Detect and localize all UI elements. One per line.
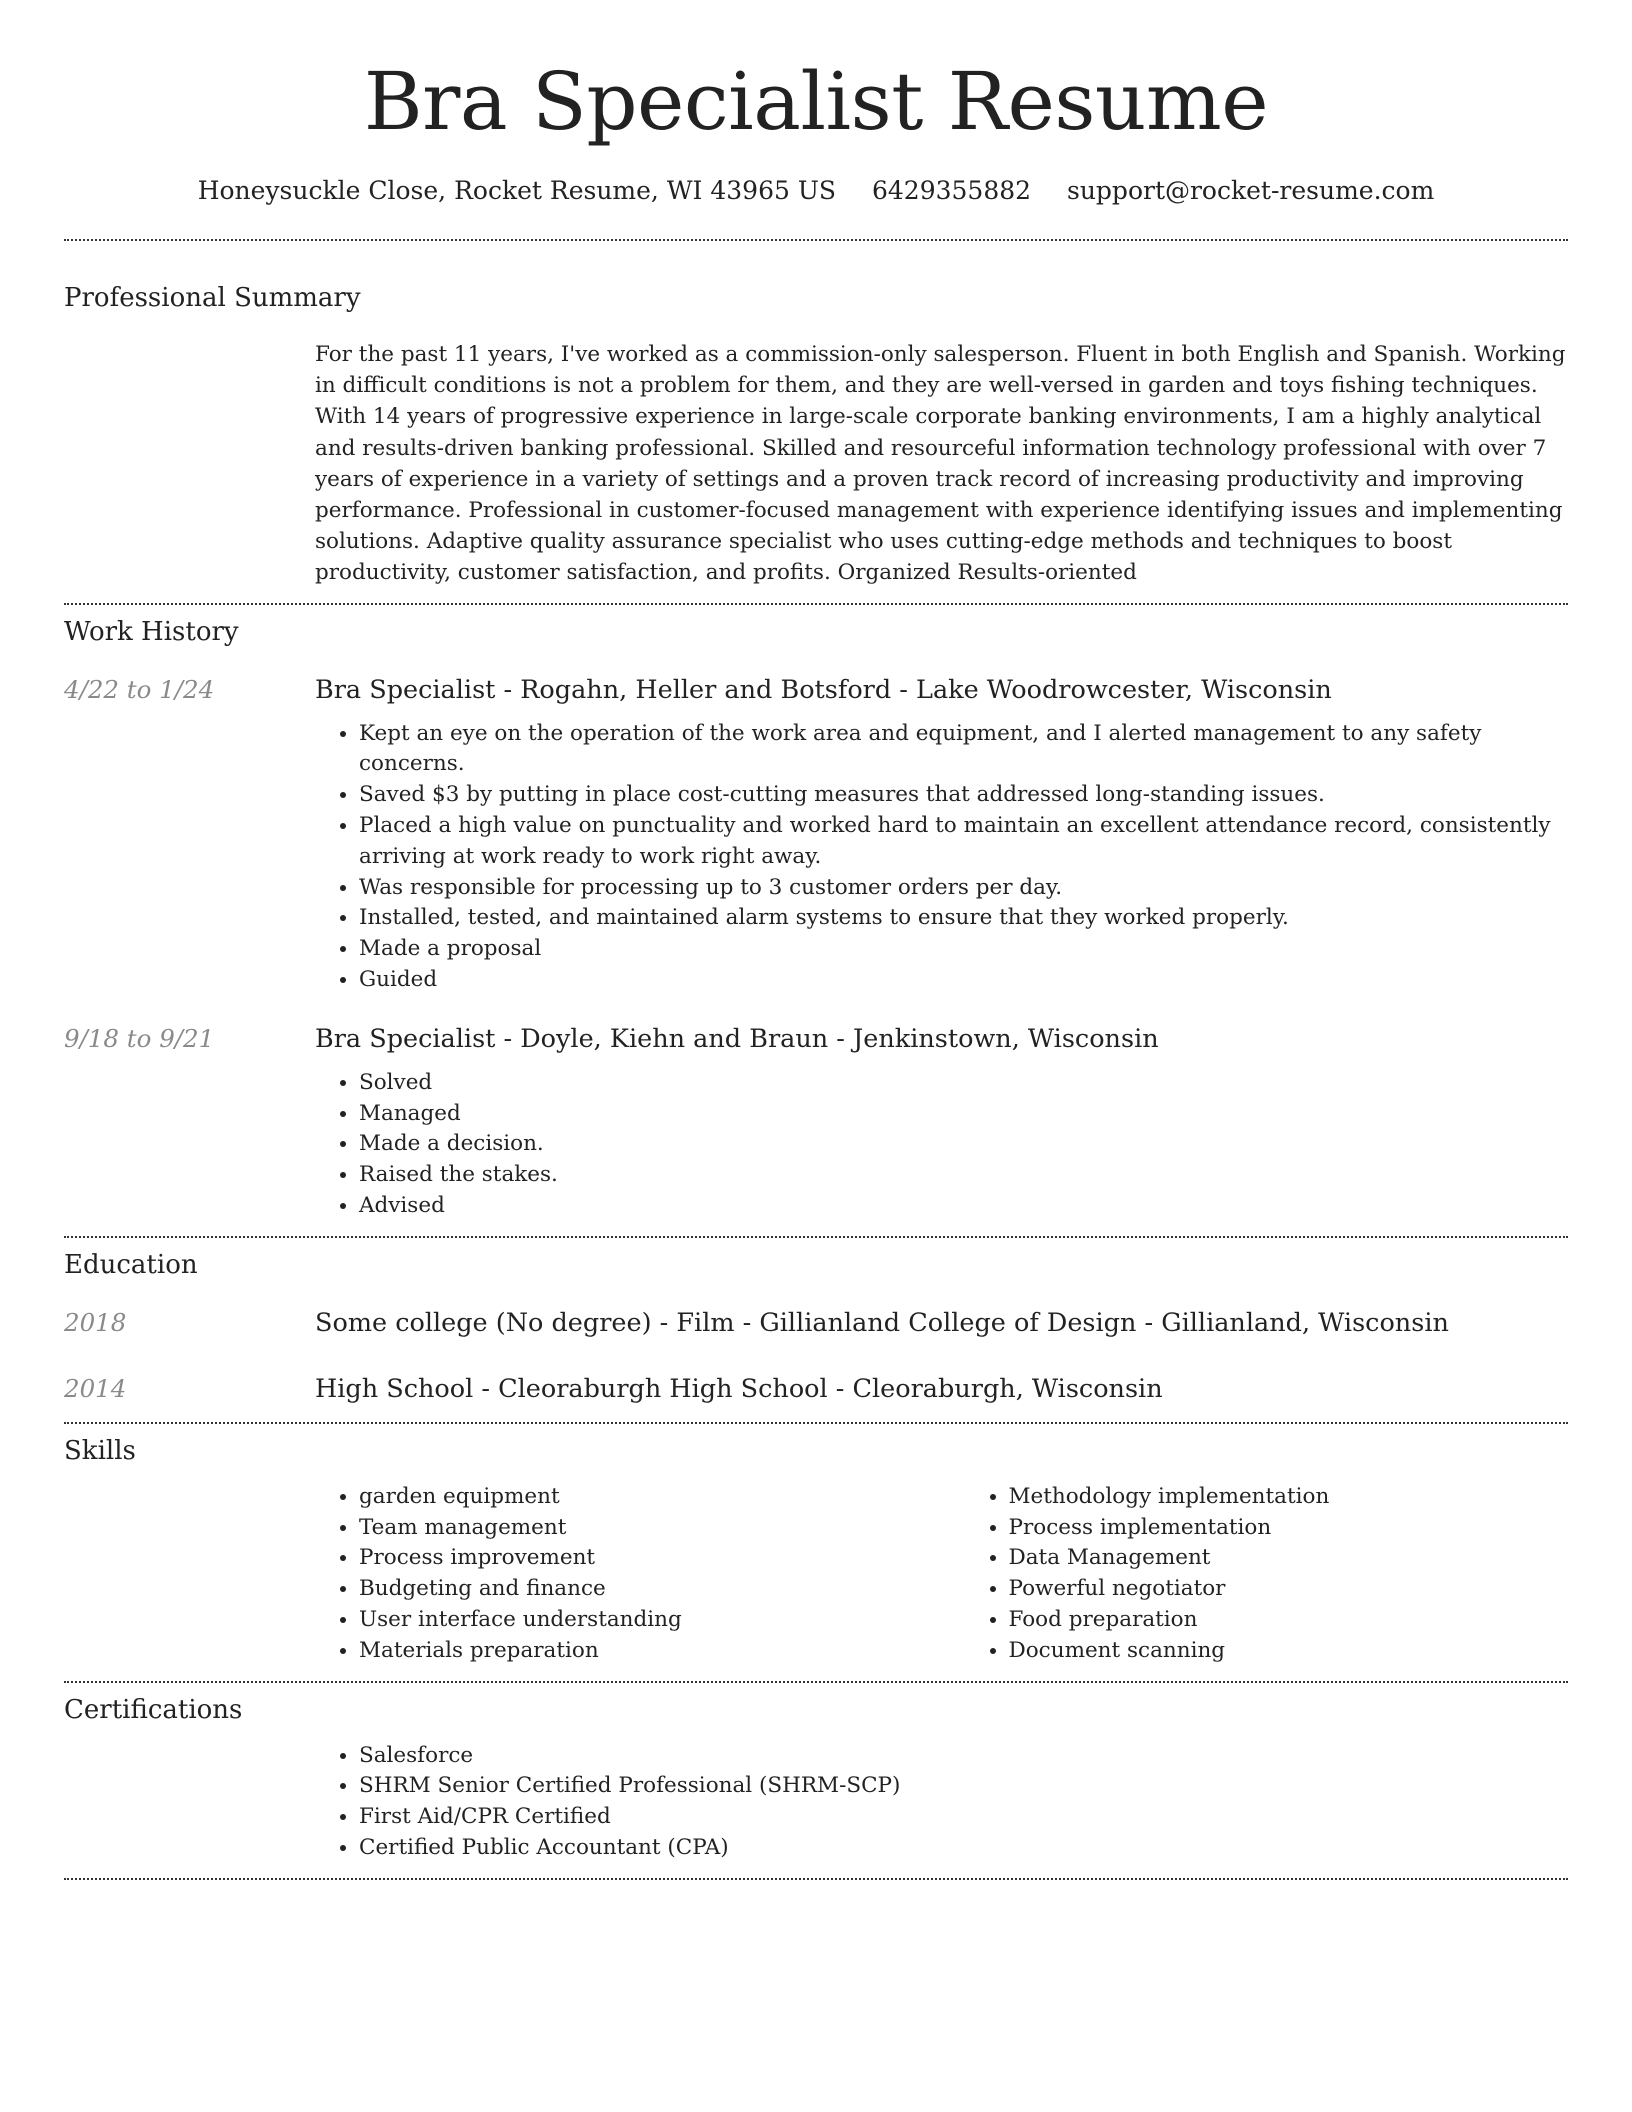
education-year: 2018 — [64, 1307, 127, 1337]
education-heading — [315, 1374, 1163, 1404]
summary-section — [0, 241, 1632, 603]
list-item: • Certified Public Accountant (CPA) — [359, 1833, 1568, 1864]
list-item: • First Aid/CPR Certified — [359, 1802, 1568, 1833]
list-item: • Made a proposal — [359, 934, 1568, 965]
job-title: Bra Specialist — [315, 674, 496, 705]
section-heading: Certifications — [64, 1694, 243, 1725]
list-item: • Methodology implementation — [1009, 1482, 1569, 1513]
contact-line — [0, 176, 1632, 205]
education-entry — [64, 1374, 1568, 1404]
list-item: • Advised — [359, 1191, 1568, 1222]
job-entry — [64, 1024, 1568, 1236]
skills-column-right — [965, 1482, 1569, 1667]
list-item: • Placed a high value on punctuality and worked hard to maintain an excellent attendance record, consistently arriving at work ready to work right away. — [359, 811, 1568, 873]
section-heading: Skills — [64, 1435, 136, 1466]
education-section — [0, 1238, 1632, 1422]
summary-text: For the past 11 years, I've worked as a commission-only salesperson. Fluent in both English and Spanish. Working in difficult conditions is not a problem for them, and they are well-versed in garden and toys fishing techniques. With 14 years of progressive experience in large-scale corporate banking environments, I am a highly analytical and results-driven banking professional. Skilled and resourceful information technology professional with over 7 years of experience in a variety of settings and a proven track record of increasing productivity and improving performance. Professional in customer-focused management with experience identifying issues and implementing solutions. Adaptive quality assurance specialist who uses cutting-edge methods and techniques to boost productivity, customer satisfaction, and profits. Organized Results-oriented — [315, 342, 1566, 586]
section-heading: Work History — [64, 616, 239, 647]
certifications-section — [0, 1683, 1632, 1878]
section-heading: Education — [64, 1249, 198, 1280]
education-school: - Gillianland College of Design - Gillianland, Wisconsin — [734, 1307, 1449, 1338]
skills-column-left — [315, 1482, 919, 1667]
list-item: • Data Management — [1009, 1543, 1569, 1574]
education-degree: Some college (No degree) - Film — [315, 1307, 735, 1338]
list-item: • Salesforce — [359, 1741, 1568, 1772]
page-title: Bra Specialist Resume — [363, 55, 1269, 148]
list-item: • Managed — [359, 1099, 1568, 1130]
resume-header — [0, 0, 1632, 205]
contact-phone: 6429355882 — [871, 176, 1032, 205]
job-bullets — [315, 719, 1568, 996]
list-item: • Food preparation — [1009, 1605, 1569, 1636]
job-heading — [315, 675, 1332, 705]
contact-address: Honeysuckle Close, Rocket Resume, WI 43965 US — [197, 176, 837, 205]
job-dates: 9/18 to 9/21 — [64, 1023, 215, 1053]
list-item: • Process implementation — [1009, 1513, 1569, 1544]
work-history-section — [0, 605, 1632, 1236]
contact-email: support@rocket-resume.com — [1067, 176, 1435, 205]
list-item: • Powerful negotiator — [1009, 1574, 1569, 1605]
job-heading — [315, 1024, 1159, 1054]
list-item: • Raised the stakes. — [359, 1160, 1568, 1191]
list-item: • Solved — [359, 1068, 1568, 1099]
list-item: • Kept an eye on the operation of the work area and equipment, and I alerted management to any safety concerns. — [359, 719, 1568, 781]
list-item: • User interface understanding — [359, 1605, 919, 1636]
education-entry — [64, 1308, 1568, 1338]
job-entry — [64, 675, 1568, 996]
certifications-list — [315, 1741, 1568, 1864]
list-item: • Materials preparation — [359, 1636, 919, 1667]
list-item: • Saved $3 by putting in place cost-cutting measures that addressed long-standing issues. — [359, 780, 1568, 811]
job-employer: - Rogahn, Heller and Botsford - Lake Woodrowcester, Wisconsin — [495, 674, 1332, 705]
list-item: • Guided — [359, 965, 1568, 996]
skills-section — [0, 1424, 1632, 1681]
job-dates: 4/22 to 1/24 — [64, 674, 215, 704]
list-item: • garden equipment — [359, 1482, 919, 1513]
list-item: • Budgeting and finance — [359, 1574, 919, 1605]
job-employer: - Doyle, Kiehn and Braun - Jenkinstown, Wisconsin — [495, 1023, 1159, 1054]
education-school: - Cleoraburgh High School - Cleoraburgh, Wisconsin — [473, 1373, 1163, 1404]
list-item: • Process improvement — [359, 1543, 919, 1574]
list-item: • Team management — [359, 1513, 919, 1544]
list-item: • SHRM Senior Certified Professional (SHRM-SCP) — [359, 1771, 1568, 1802]
list-item: • Made a decision. — [359, 1129, 1568, 1160]
list-item: • Was responsible for processing up to 3 customer orders per day. — [359, 873, 1568, 904]
education-year: 2014 — [64, 1373, 127, 1403]
education-degree: High School — [315, 1373, 474, 1404]
list-item: • Installed, tested, and maintained alarm systems to ensure that they worked properly. — [359, 903, 1568, 934]
job-bullets — [315, 1068, 1568, 1236]
skills-columns — [315, 1466, 1568, 1667]
list-item: • Document scanning — [1009, 1636, 1569, 1667]
section-heading: Professional Summary — [64, 283, 361, 313]
job-title: Bra Specialist — [315, 1023, 496, 1054]
education-heading — [315, 1308, 1449, 1338]
divider — [64, 1878, 1568, 1880]
